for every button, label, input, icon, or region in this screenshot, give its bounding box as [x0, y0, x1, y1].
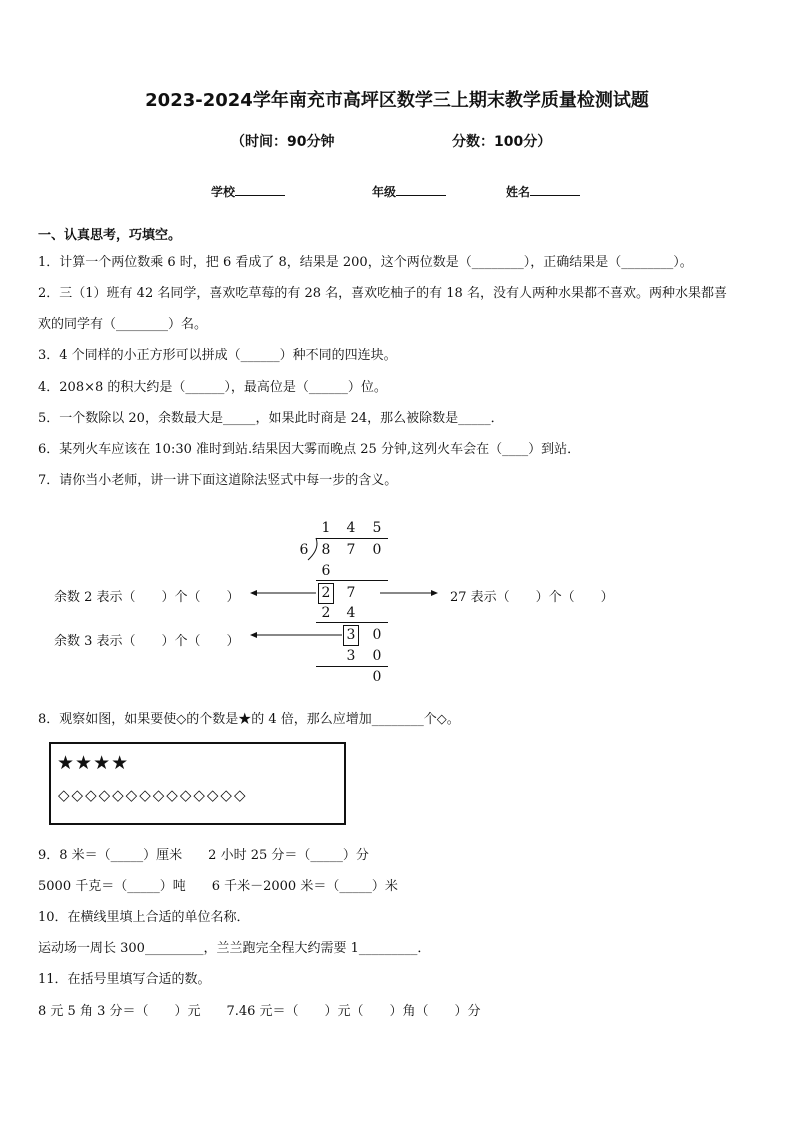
- step-digit: 7: [346, 585, 356, 601]
- question-2-line2: 欢的同学有（________）名。: [38, 317, 208, 332]
- step-digit: 4: [346, 605, 356, 621]
- step-digit: 3: [346, 648, 356, 664]
- divisor: 6: [299, 542, 309, 558]
- question-2-line1: 2．三（1）班有 42 名同学，喜欢吃草莓的有 28 名，喜欢吃柚子的有 18 名，没有人两种水果都不喜欢。两种水果都喜: [38, 286, 727, 301]
- quotient-digit: 5: [372, 520, 382, 536]
- step-digit: 2: [321, 585, 331, 601]
- page-title: 2023-2024学年南充市高坪区数学三上期末教学质量检测试题: [145, 90, 649, 111]
- stars-row: ★★★★: [57, 752, 130, 774]
- arrow-right-icon: [380, 588, 438, 598]
- shape-box: [49, 742, 346, 825]
- school-label: 学校: [211, 185, 236, 199]
- step-digit: 0: [372, 648, 382, 664]
- question-3: 3．4 个同样的小正方形可以拼成（______）种不同的四连块。: [38, 348, 397, 363]
- label-27: 27 表示（ ）个（ ）: [450, 590, 614, 605]
- diamonds-row: ◇◇◇◇◇◇◇◇◇◇◇◇◇◇: [58, 786, 248, 804]
- name-label: 姓名: [506, 185, 531, 199]
- arrow-left-icon: [250, 630, 342, 640]
- question-5: 5．一个数除以 20，余数最大是_____，如果此时商是 24，那么被除数是_____．: [38, 411, 504, 426]
- step-line: [316, 622, 388, 623]
- quotient-digit: 4: [346, 520, 356, 536]
- name-field[interactable]: [506, 182, 580, 200]
- school-field[interactable]: [211, 182, 285, 200]
- question-10-blanks: 运动场一周长 300_________，兰兰跑完全程大约需要 1_________．: [38, 941, 431, 956]
- question-9-line1: 9．8 米＝（_____）厘米 2 小时 25 分＝（_____）分: [38, 848, 369, 863]
- dividend-digit: 8: [321, 542, 331, 558]
- question-11: 11．在括号里填写合适的数。: [38, 972, 211, 987]
- question-10: 10．在横线里填上合适的单位名称．: [38, 910, 250, 925]
- name-blank[interactable]: [530, 182, 580, 196]
- dividend-digit: 0: [372, 542, 382, 558]
- question-11-blanks: 8 元 5 角 3 分＝（ ）元 7.46 元＝（ ）元（ ）角（ ）分: [38, 1004, 481, 1019]
- step-digit: 6: [321, 563, 331, 579]
- grade-field[interactable]: [372, 182, 446, 200]
- step-digit: 0: [372, 627, 382, 643]
- question-7: 7．请你当小老师，讲一讲下面这道除法竖式中每一步的含义。: [38, 473, 398, 488]
- section-heading: 一、认真思考，巧填空。: [38, 228, 182, 243]
- question-8: 8．观察如图，如果要使◇的个数是★的 4 倍，那么应增加________个◇。: [38, 712, 460, 727]
- grade-blank[interactable]: [396, 182, 446, 196]
- question-1: 1．计算一个两位数乘 6 时，把 6 看成了 8，结果是 200，这个两位数是（________），正确结果是（________）。: [38, 255, 693, 270]
- school-blank[interactable]: [235, 182, 285, 196]
- quotient-digit: 1: [321, 520, 331, 536]
- step-line: [316, 666, 388, 667]
- final-remainder: 0: [372, 669, 382, 685]
- label-remainder-2: 余数 2 表示（ ）个（ ）: [54, 590, 240, 605]
- exam-time: （时间：90分钟: [231, 134, 335, 150]
- grade-label: 年级: [372, 185, 397, 199]
- question-9-line2: 5000 千克＝（_____）吨 6 千米－2000 米＝（_____）米: [38, 879, 398, 894]
- question-4: 4．208×8 的积大约是（______），最高位是（______）位。: [38, 380, 387, 395]
- step-digit: 2: [321, 605, 331, 621]
- question-6: 6．某列火车应该在 10:30 准时到站.结果因大雾而晚点 25 分钟,这列火车会在（____）到站．: [38, 442, 581, 457]
- arrow-left-icon: [250, 588, 316, 598]
- dividend-digit: 7: [346, 542, 356, 558]
- label-remainder-3: 余数 3 表示（ ）个（ ）: [54, 634, 240, 649]
- exam-score: 分数：100分）: [452, 134, 552, 150]
- division-bar: [316, 538, 388, 539]
- step-digit: 3: [346, 627, 356, 643]
- step-line: [316, 580, 388, 581]
